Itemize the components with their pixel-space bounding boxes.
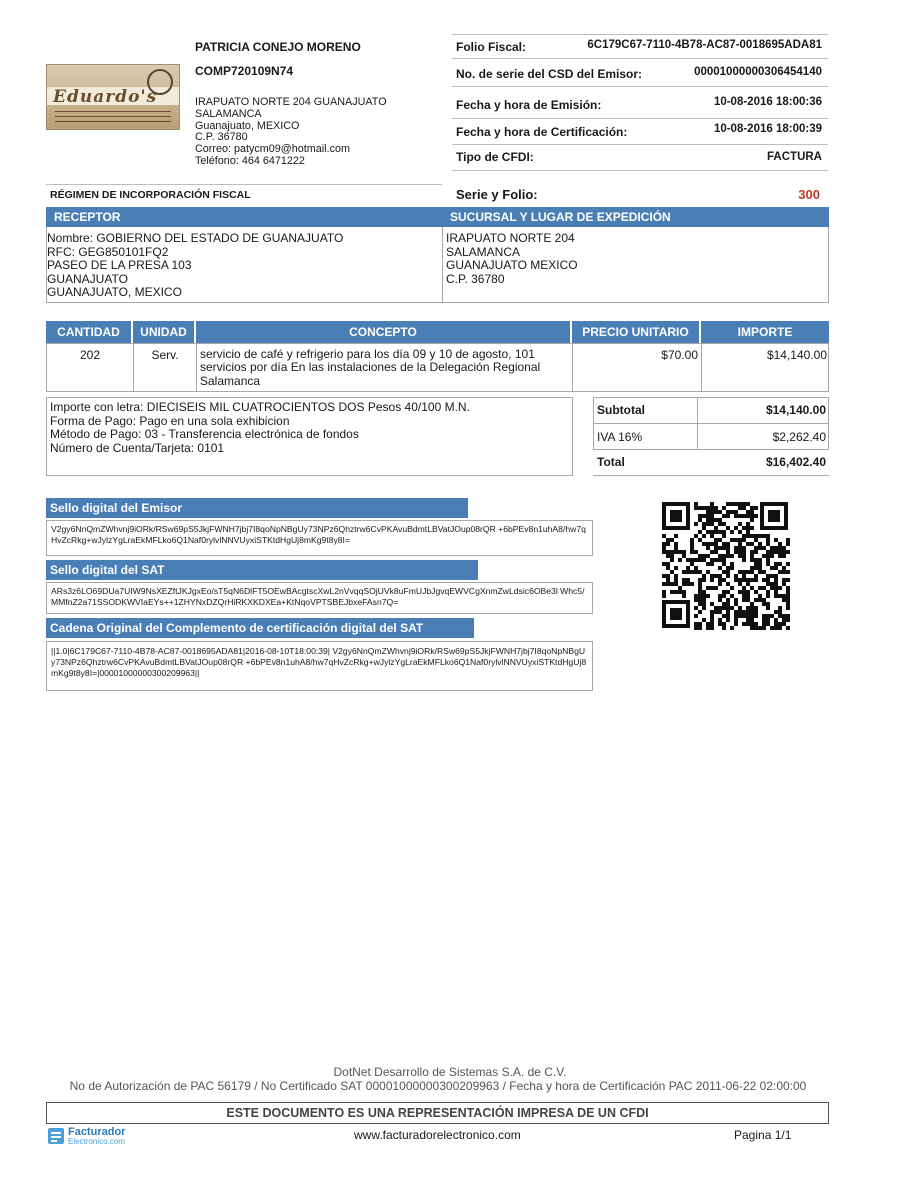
fecha-emision-label: Fecha y hora de Emisión: <box>456 98 602 112</box>
footer-banner: ESTE DOCUMENTO ES UNA REPRESENTACIÓN IMPRESA DE UN CFDI <box>46 1102 829 1124</box>
footer-pagina: Pagina 1/1 <box>734 1128 792 1142</box>
subtotal-label: Subtotal <box>597 403 645 417</box>
fecha-certificacion-label: Fecha y hora de Certificación: <box>456 125 628 139</box>
total-value: $16,402.40 <box>765 455 826 469</box>
serie-folio-label: Serie y Folio: <box>456 187 538 202</box>
pago-info <box>50 401 470 455</box>
items-table <box>46 321 829 392</box>
emisor-direccion <box>195 97 387 168</box>
emisor-nombre: PATRICIA CONEJO MORENO <box>195 40 361 54</box>
sucursal-datos <box>446 232 578 286</box>
sello-sat-text: ARs3z6LO69DUa7UIW9NsXEZftJKJgxEo/sT5qN6DlFT5OEwBAcgtscXwL2nVvqqSOjUVk8uFmUJbJgvqEWVCgXnmZwLdsic6OBe3l Whc5/MMfnZ2a71SSODKWVIaEYs++1ZHYNxDZQrHiRKXKDXEa+KtNqoVPTSBEJbxeFAsn7Q= <box>46 582 593 614</box>
sucursal-header: SUCURSAL Y LUGAR DE EXPEDICIÓN <box>442 207 829 227</box>
row-cantidad: 202 <box>79 348 101 362</box>
regimen-fiscal: RÉGIMEN DE INCORPORACIÓN FISCAL <box>50 189 251 201</box>
footer-url[interactable]: www.facturadorelectronico.com <box>354 1128 521 1142</box>
numero-cuenta: Número de Cuenta/Tarjeta: 0101 <box>50 440 225 455</box>
qr-code <box>660 500 790 630</box>
emisor-logo <box>46 64 180 130</box>
receptor-linea: Nombre: GOBIERNO DEL ESTADO DE GUANAJUATO <box>47 231 344 245</box>
forma-pago: Forma de Pago: Pago en una sola exhibicion <box>50 413 290 428</box>
folio-fiscal-label: Folio Fiscal: <box>456 40 527 54</box>
total-label: Total <box>597 455 625 469</box>
col-cantidad: CANTIDAD <box>46 321 131 343</box>
cadena-original-text: ||1.0|6C179C67-7110-4B78-AC87-0018695ADA81|2016-08-10T18:00:39| V2gy6NnQmZWhvnj9iORk/RSw69pS5JkjFWNH7jbj7I8qoNpNBgUy73NPz6Qhztrw6CvPKAvuBdmtLBVatJOup08rQR +6bPEv8n1uhA8/hw7qHvZcRkg+wJylzYgLraEkMFLko6Q1Naf0rylvlNNVUyxiSTKtdHgUj8mKg9t8y8I=|00001000000300209963|| <box>46 641 593 691</box>
row-precio: $70.00 <box>661 348 698 362</box>
logo-text: Eduardo's <box>53 87 158 107</box>
tipo-cfdi-value: FACTURA <box>767 151 822 163</box>
direccion-linea: SALAMANCA <box>195 107 262 120</box>
row-importe: $14,140.00 <box>766 348 827 362</box>
col-concepto: CONCEPTO <box>196 321 570 343</box>
serie-folio-value: 300 <box>798 187 820 202</box>
serie-csd-label: No. de serie del CSD del Emisor: <box>456 67 643 81</box>
emisor-correo: Correo: patycm09@hotmail.com <box>195 143 350 156</box>
iva-value: $2,262.40 <box>772 430 826 444</box>
sello-emisor-text: V2gy6NnQmZWhvnj9iORk/RSw69pS5JkjFWNH7jbj7I8qoNpNBgUy73NPz6Qhztrw6CvPKAvuBdmtLBVatJOup08rQR +6bPEv8n1uhA8/hw7qHvZcRkg+wJylzYgLraEkMFLko6Q1Naf0rylvlNNVUyxiSTKtdHgUj8mKg9t8y8I= <box>46 520 593 556</box>
tipo-cfdi-label: Tipo de CFDI: <box>456 150 534 164</box>
sucursal-linea: SALAMANCA <box>446 244 521 259</box>
iva-label: IVA 16% <box>597 430 643 444</box>
col-precio: PRECIO UNITARIO <box>572 321 699 343</box>
sucursal-linea: C.P. 36780 <box>446 271 505 286</box>
facturador-logo-subtext: Electronico.com <box>68 1137 125 1146</box>
fecha-certificacion-value: 10-08-2016 18:00:39 <box>713 123 822 135</box>
direccion-linea: IRAPUATO NORTE 204 GUANAJUATO <box>195 96 387 108</box>
sucursal-linea: GUANAJUATO MEXICO <box>446 258 578 273</box>
direccion-linea: Guanajuato, MEXICO <box>195 119 300 132</box>
subtotal-value: $14,140.00 <box>765 403 826 417</box>
receptor-linea: RFC: GEG850101FQ2 <box>47 244 169 259</box>
footer-autorizacion: No de Autorización de PAC 56179 / No Certificado SAT 00001000000300209963 / Fecha y hora de Certificación PAC 2011-06-22 02:00:00 <box>69 1079 807 1093</box>
cadena-original-header: Cadena Original del Complemento de certificación digital del SAT <box>46 618 474 638</box>
emisor-telefono: Teléfono: 464 6471222 <box>195 154 305 167</box>
fecha-emision-value: 10-08-2016 18:00:36 <box>713 96 822 108</box>
serie-csd-value: 00001000000306454140 <box>694 66 822 78</box>
emisor-rfc: COMP720109N74 <box>195 64 294 78</box>
metodo-pago: Método de Pago: 03 - Transferencia electrónica de fondos <box>50 427 359 442</box>
sucursal-linea: IRAPUATO NORTE 204 <box>446 231 575 245</box>
row-concepto: servicio de café y refrigerio para los día 09 y 10 de agosto, 101 servicios por día En las instalaciones de la Delegación Regional Salamanca <box>200 347 541 388</box>
receptor-linea: PASEO DE LA PRESA 103 <box>47 258 192 273</box>
receptor-datos <box>47 232 343 300</box>
table-row <box>46 343 829 392</box>
receptor-linea: GUANAJUATO <box>47 271 128 286</box>
importe-letra: Importe con letra: DIECISEIS MIL CUATROCIENTOS DOS Pesos 40/100 M.N. <box>50 400 470 414</box>
receptor-linea: GUANAJUATO, MEXICO <box>47 285 182 300</box>
facturador-icon <box>48 1128 64 1144</box>
receptor-header: RECEPTOR <box>46 207 443 227</box>
footer-company: DotNet Desarrollo de Sistemas S.A. de C.V. <box>333 1065 567 1079</box>
col-importe: IMPORTE <box>701 321 829 343</box>
facturador-logo-text: Facturador <box>68 1126 126 1138</box>
sello-sat-header: Sello digital del SAT <box>46 560 478 580</box>
facturador-logo <box>48 1126 148 1148</box>
folio-fiscal-value: 6C179C67-7110-4B78-AC87-0018695ADA81 <box>587 39 822 51</box>
direccion-linea: C.P. 36780 <box>195 131 248 144</box>
row-unidad: Serv. <box>151 348 179 362</box>
totales <box>593 397 829 477</box>
sello-emisor-header: Sello digital del Emisor <box>46 498 468 518</box>
col-unidad: UNIDAD <box>133 321 194 343</box>
